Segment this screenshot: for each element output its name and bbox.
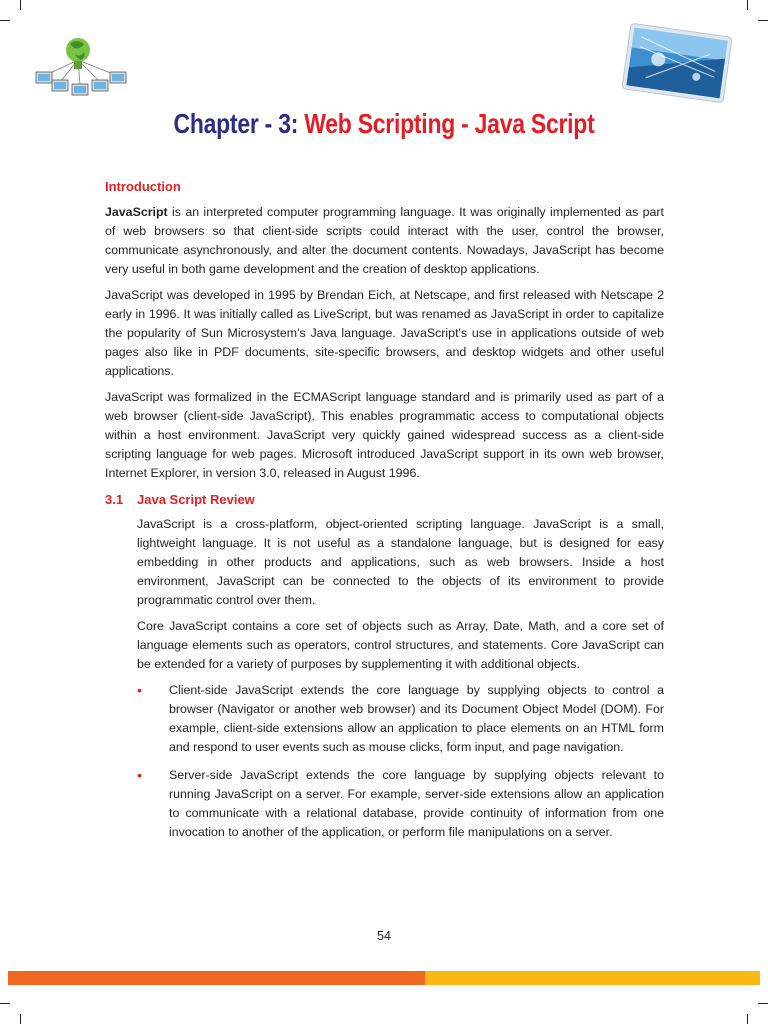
crop-mark	[747, 0, 748, 10]
bullet-text: Server-side JavaScript extends the core language by supplying objects relevant to running JavaScript on a server. For example, server-side extensions allow an application to communicate with a relational database, provide continuity of information from one invocation to another of the application, or perform file manipulations on a server.	[169, 768, 664, 839]
chapter-title: Web Scripting - Java Script	[304, 108, 595, 139]
crop-mark	[20, 1014, 21, 1024]
crop-mark	[758, 20, 768, 21]
intro-paragraph-2: JavaScript was developed in 1995 by Brendan Eich, at Netscape, and first released with Netscape 2 early in 1996. It was initially called as LiveScript, but was renamed as JavaScript in order to capitalize the popularity of Sun Microsystem's Java language. JavaScript's use in applications outside of web pages also like in PDF documents, site-specific browsers, and desktop widgets and other useful applications.	[105, 288, 664, 378]
bullet-icon: •	[137, 682, 142, 698]
crop-mark	[758, 1003, 768, 1004]
crop-mark	[0, 20, 10, 21]
section-paragraph-2: Core JavaScript contains a core set of objects such as Array, Date, Math, and a core set of language elements such as operators, control structures, and statements. Core JavaScript can be extended for a variety of purposes by supplementing it with additional objects.	[137, 619, 664, 671]
javascript-bold-term: JavaScript	[105, 205, 168, 219]
section-number: 3.1	[105, 492, 124, 507]
tech-banner-icon	[618, 22, 736, 104]
footer-bar-yellow	[425, 971, 760, 985]
bullet-icon: •	[137, 767, 142, 783]
bullet-text: Client-side JavaScript extends the core language by supplying objects to control a browser (Navigator or another web browser) and its Document Object Model (DOM). For example, client-side extensions allow an application to place elements on an HTML form and respond to user events such as mouse clicks, form input, and page navigation.	[169, 683, 664, 754]
page-title	[69, 108, 699, 140]
crop-mark	[20, 0, 21, 10]
page-content	[105, 178, 664, 851]
introduction-heading: Introduction	[105, 179, 181, 194]
intro-paragraph-1-text: is an interpreted computer programming language. It was originally implemented as part of web browsers so that client-side scripts could interact with the user, control the browser, communicate asynchronously, and alter the document contents. Nowadays, JavaScript has become very useful in both game development and the creation of desktop applications.	[105, 205, 664, 276]
intro-paragraph-3: JavaScript was formalized in the ECMAScript language standard and is primarily used as part of a web browser (client-side JavaScript). This enables programmatic access to computational objects within a host environment. JavaScript very quickly gained widespread success as a client-side scripting language for web pages. Microsoft introduced JavaScript support in its own web browser, Internet Explorer, in version 3.0, released in August 1996.	[105, 390, 664, 480]
intro-paragraph-1	[105, 203, 664, 279]
section-paragraph-1: JavaScript is a cross-platform, object-oriented scripting language. JavaScript is a small, lightweight language. It is not useful as a standalone language, but is designed for easy embedding in other products and applications, such as web browsers. Inside a host environment, JavaScript can be connected to the objects of its environment to provide programmatic control over them.	[137, 517, 664, 607]
page-number: 54	[377, 929, 391, 943]
footer-bar-orange	[8, 971, 425, 985]
list-item	[137, 766, 664, 842]
crop-mark	[747, 1014, 748, 1024]
globe-network-icon	[30, 34, 130, 100]
crop-mark	[0, 1003, 10, 1004]
list-item	[137, 681, 664, 757]
chapter-number: Chapter - 3:	[173, 108, 299, 139]
bullet-list	[137, 681, 664, 842]
section-heading	[105, 491, 664, 509]
section-title: Java Script Review	[137, 492, 255, 507]
